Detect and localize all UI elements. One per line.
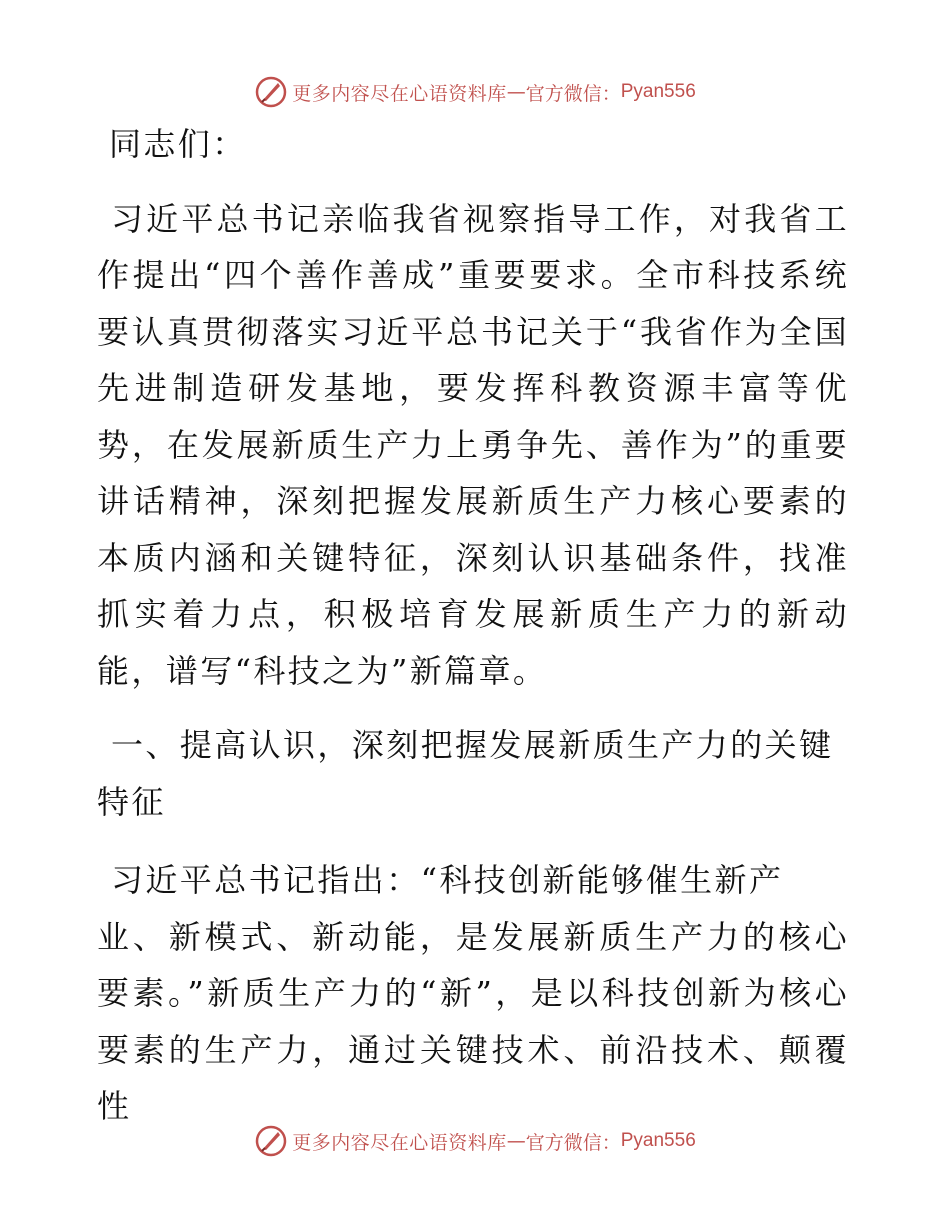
watermark-banner-bottom [0, 1121, 950, 1161]
watermark-wechat-label: 官方微信： [525, 82, 621, 105]
section-heading-1: 一、提高认识，深刻把握发展新质生产力的关键特征 [97, 726, 834, 821]
document-body [97, 116, 849, 1135]
paragraph-1: 习近平总书记亲临我省视察指导工作，对我省工作提出“四个善作善成”重要要求。全市科技系统要认真贯彻落实习近平总书记关于“我省作为全国先进制造研发基地，要发挥科教资源丰富等优势，在发展新质生产力上勇争先、善作为”的重要讲话精神，深刻把握发展新质生产力核心要素的本质内涵和关键特征，深刻认识基础条件，找准抓实着力点，积极培育发展新质生产力的新动能，谱写“科技之为”新篇章。 [97, 199, 849, 690]
watermark-wechat-id: Pyan556 [620, 1130, 696, 1151]
paragraph-2-rest: 业、新模式、新动能，是发展新质生产力的核心要素。”新质生产力的“新”，是以科技创新为核心要素的生产力，通过关键技术、前沿技术、颠覆性 [97, 917, 849, 1125]
watermark-site-text: 更多内容尽在心语资料库 [292, 1131, 507, 1154]
watermark-wechat-label: 官方微信： [525, 1131, 621, 1154]
greeting: 同志们： [109, 125, 247, 163]
quill-logo-icon [254, 1124, 288, 1158]
paragraph-2-line-1: 习近平总书记指出：“科技创新能够催生新产 [111, 861, 784, 899]
watermark-wechat-id: Pyan556 [620, 81, 696, 102]
watermark-separator: — [506, 81, 526, 103]
watermark-banner-top [0, 72, 950, 112]
watermark-site-text: 更多内容尽在心语资料库 [292, 82, 507, 105]
watermark-separator: — [506, 1130, 526, 1152]
paragraph-2 [97, 852, 849, 1135]
quill-logo-icon [254, 75, 288, 109]
